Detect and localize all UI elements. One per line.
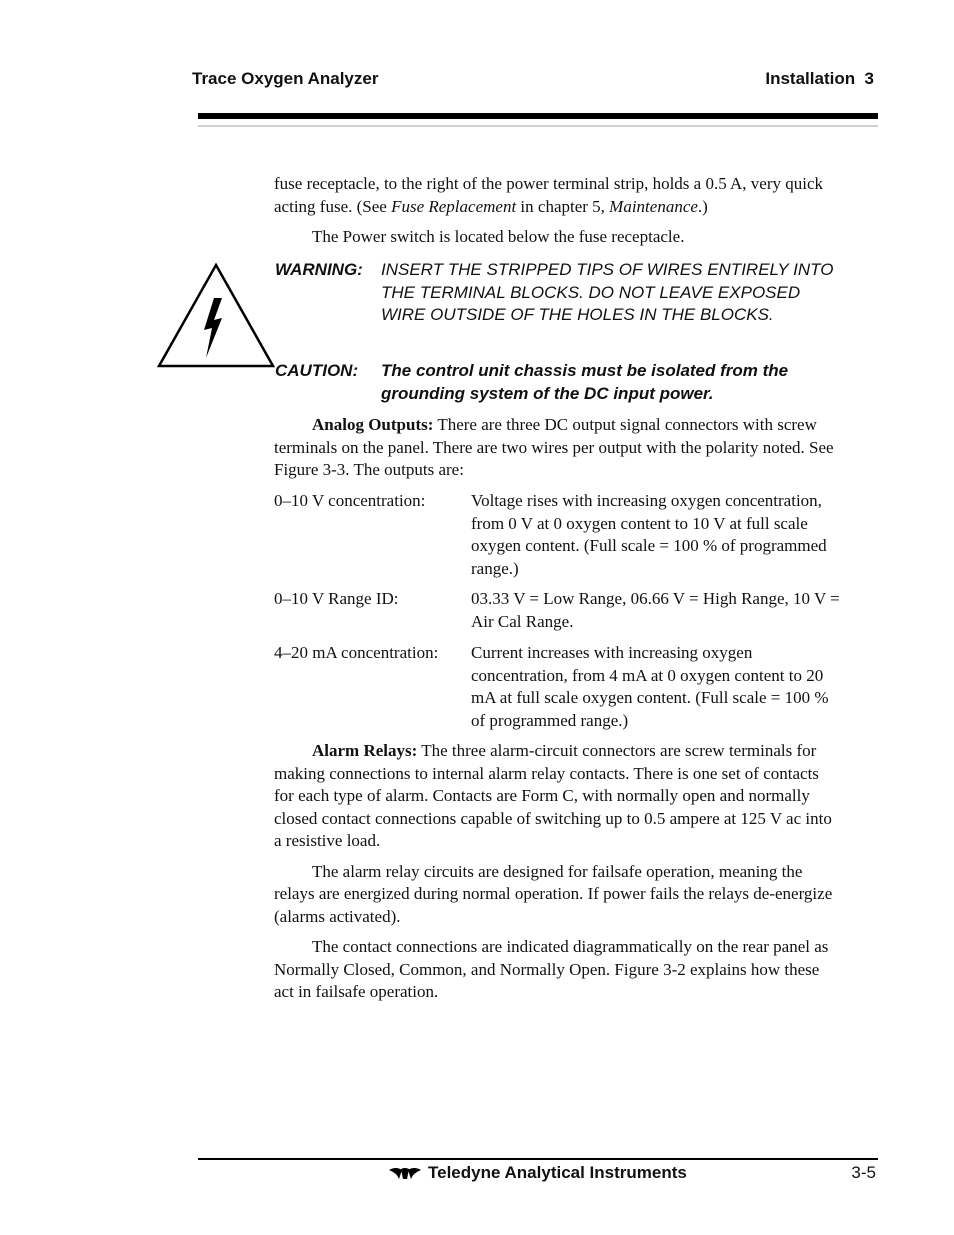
analog-outputs-heading: Analog Outputs: <box>312 415 434 434</box>
footer-brand <box>388 1163 687 1183</box>
intro-section <box>274 173 839 249</box>
warning-text: INSERT THE STRIPPED TIPS OF WIRES ENTIRELY INTO THE TERMINAL BLOCKS. DO NOT LEAVE EXPOSED WIRE OUTSIDE OF THE HOLES IN THE BLOCKS. <box>381 260 834 324</box>
output-term: 4–20 mA concentration: <box>274 643 439 662</box>
analog-outputs-text: There are three DC output signal connectors with screw terminals on the panel. There are two wires per output with the polarity noted. See Figure 3-3. The outputs are: <box>274 415 834 479</box>
output-term: 0–10 V Range ID: <box>274 589 399 608</box>
failsafe-paragraph: The alarm relay circuits are designed for failsafe operation, meaning the relays are energized during normal operation. If power fails the relays de-energize (alarms activated). <box>274 861 833 926</box>
caution-label: CAUTION: <box>275 361 359 380</box>
intro-text-a: fuse receptacle, to the right of the power terminal strip, holds a 0.5 A, very quick acting fuse. (See <box>274 174 824 216</box>
running-header-title: Trace Oxygen Analyzer <box>192 69 379 88</box>
intro-paragraph <box>274 173 839 218</box>
high-voltage-warning-icon <box>156 262 276 370</box>
alarm-relays-paragraph <box>274 740 839 853</box>
intro-text-c: .) <box>697 196 708 216</box>
fuse-replacement-ref: Fuse Replacement <box>391 196 517 216</box>
output-row <box>274 490 844 580</box>
warning-label: WARNING: <box>275 260 363 279</box>
alarm-relays-section <box>274 740 839 1004</box>
output-description: 03.33 V = Low Range, 06.66 V = High Range, 10 V = Air Cal Range. <box>471 589 840 631</box>
output-row <box>274 588 844 633</box>
page-number: 3-5 <box>851 1163 876 1182</box>
contact-connections-paragraph: The contact connections are indicated diagrammatically on the rear panel as Normally Closed, Common, and Normally Open. Figure 3-2 explains how these act in failsafe operation. <box>274 937 829 1001</box>
intro-text-b: in chapter 5, <box>516 196 610 216</box>
footer-rule <box>198 1158 878 1160</box>
analog-outputs-section <box>274 414 839 482</box>
output-description: Current increases with increasing oxygen concentration, from 4 mA at 0 oxygen content to 20 mA at full scale oxygen content. (Full scale = 100 % of programmed range.) <box>471 643 829 730</box>
alarm-relays-heading: Alarm Relays: <box>312 741 418 760</box>
running-header-section: Installation 3 <box>765 69 874 88</box>
output-term: 0–10 V concentration: <box>274 491 426 510</box>
caution-text: The control unit chassis must be isolated from the grounding system of the DC input power. <box>381 361 789 403</box>
alarm-relays-text: The three alarm-circuit connectors are screw terminals for making connections to internal alarm relay contacts. There is one set of contacts for each type of alarm. Contacts are Form C, with normally open and normally closed contact connections capable of switching up to 0.5 ampere at 125 V ac into a resistive load. <box>274 741 832 850</box>
analog-outputs-paragraph <box>274 414 839 482</box>
output-row <box>274 642 844 732</box>
output-description: Voltage rises with increasing oxygen concentration, from 0 V at 0 oxygen content to 10 V at full scale oxygen content. (Full scale = 100 % of programmed range.) <box>471 491 827 578</box>
maintenance-ref: Maintenance <box>609 196 698 216</box>
warning-note <box>275 259 840 327</box>
header-rule-shadow <box>198 125 878 127</box>
power-switch-paragraph: The Power switch is located below the fuse receptacle. <box>312 227 685 246</box>
caution-note <box>275 360 840 405</box>
footer-brand-text: Teledyne Analytical Instruments <box>428 1163 687 1182</box>
teledyne-logo-icon <box>388 1166 422 1180</box>
header-rule <box>198 113 878 119</box>
